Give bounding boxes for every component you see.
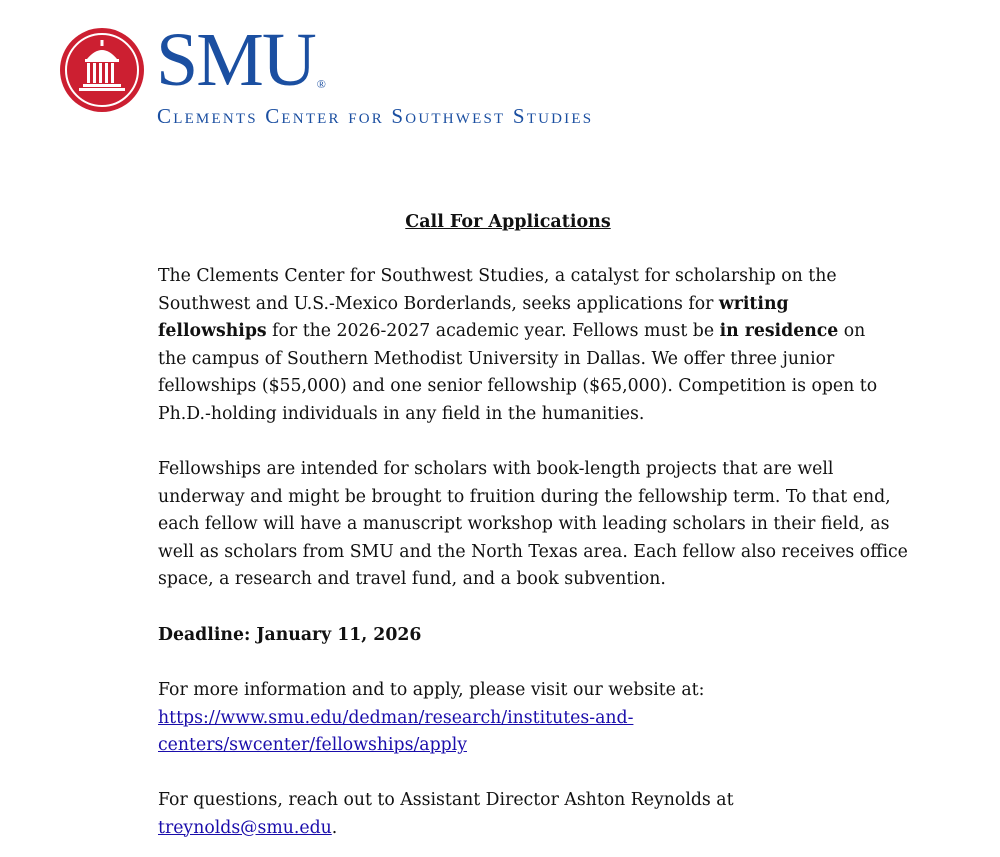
paragraph-line: Southwest and U.S.-Mexico Borderlands, seeks applications for writing: [158, 293, 789, 314]
apply-link[interactable]: [158, 705, 868, 760]
smu-wordmark: SMU ®: [156, 18, 326, 102]
page-title: Call For Applications: [405, 212, 611, 232]
paragraph-line: the campus of Southern Methodist University in Dallas. We offer three junior: [158, 348, 835, 369]
more-info-intro: For more information and to apply, please visit our website at:: [158, 680, 705, 700]
apply-link-line1: https://www.smu.edu/dedman/research/institutes-and-: [158, 707, 634, 728]
paragraph-line: underway and might be brought to fruition during the fellowship term. To that end,: [158, 486, 891, 507]
registered-mark: ®: [316, 77, 326, 91]
questions-paragraph: [158, 787, 868, 842]
emphasis-in-residence: in residence: [719, 321, 839, 342]
paragraph-line: Ph.D.-holding individuals in any field in the humanities.: [158, 403, 645, 424]
apply-link-line2: centers/swcenter/fellowships/apply: [158, 735, 467, 756]
paragraph-line: well as scholars from SMU and the North Texas area. Each fellow also receives office: [158, 541, 908, 562]
emphasis-writing: writing: [718, 293, 789, 314]
paragraph-line: each fellow will have a manuscript workshop with leading scholars in their field, as: [158, 514, 890, 535]
intro-paragraph: [158, 263, 878, 429]
email-link[interactable]: treynolds@smu.edu: [158, 817, 332, 838]
emphasis-fellowships: fellowships: [158, 321, 267, 342]
fellowship-details-paragraph: [158, 456, 908, 594]
deadline: Deadline: January 11, 2026: [158, 625, 422, 645]
paragraph-line: treynolds@smu.edu.: [158, 817, 338, 838]
more-info-paragraph: [158, 677, 868, 760]
paragraph-line: fellowships ($55,000) and one senior fellowship ($65,000). Competition is open to: [158, 376, 878, 397]
paragraph-line: Fellowships are intended for scholars with book-length projects that are well: [158, 459, 834, 479]
questions-intro: For questions, reach out to Assistant Director Ashton Reynolds at: [158, 790, 734, 810]
center-name: Clements Center for Southwest Studies: [157, 104, 594, 128]
paragraph-line: fellowships for the 2026-2027 academic year. Fellows must be in residence on: [158, 321, 866, 342]
smu-seal-icon: [59, 27, 145, 113]
paragraph-line: The Clements Center for Southwest Studies, a catalyst for scholarship on the: [158, 266, 837, 286]
paragraph-line: space, a research and travel fund, and a book subvention.: [158, 569, 666, 590]
